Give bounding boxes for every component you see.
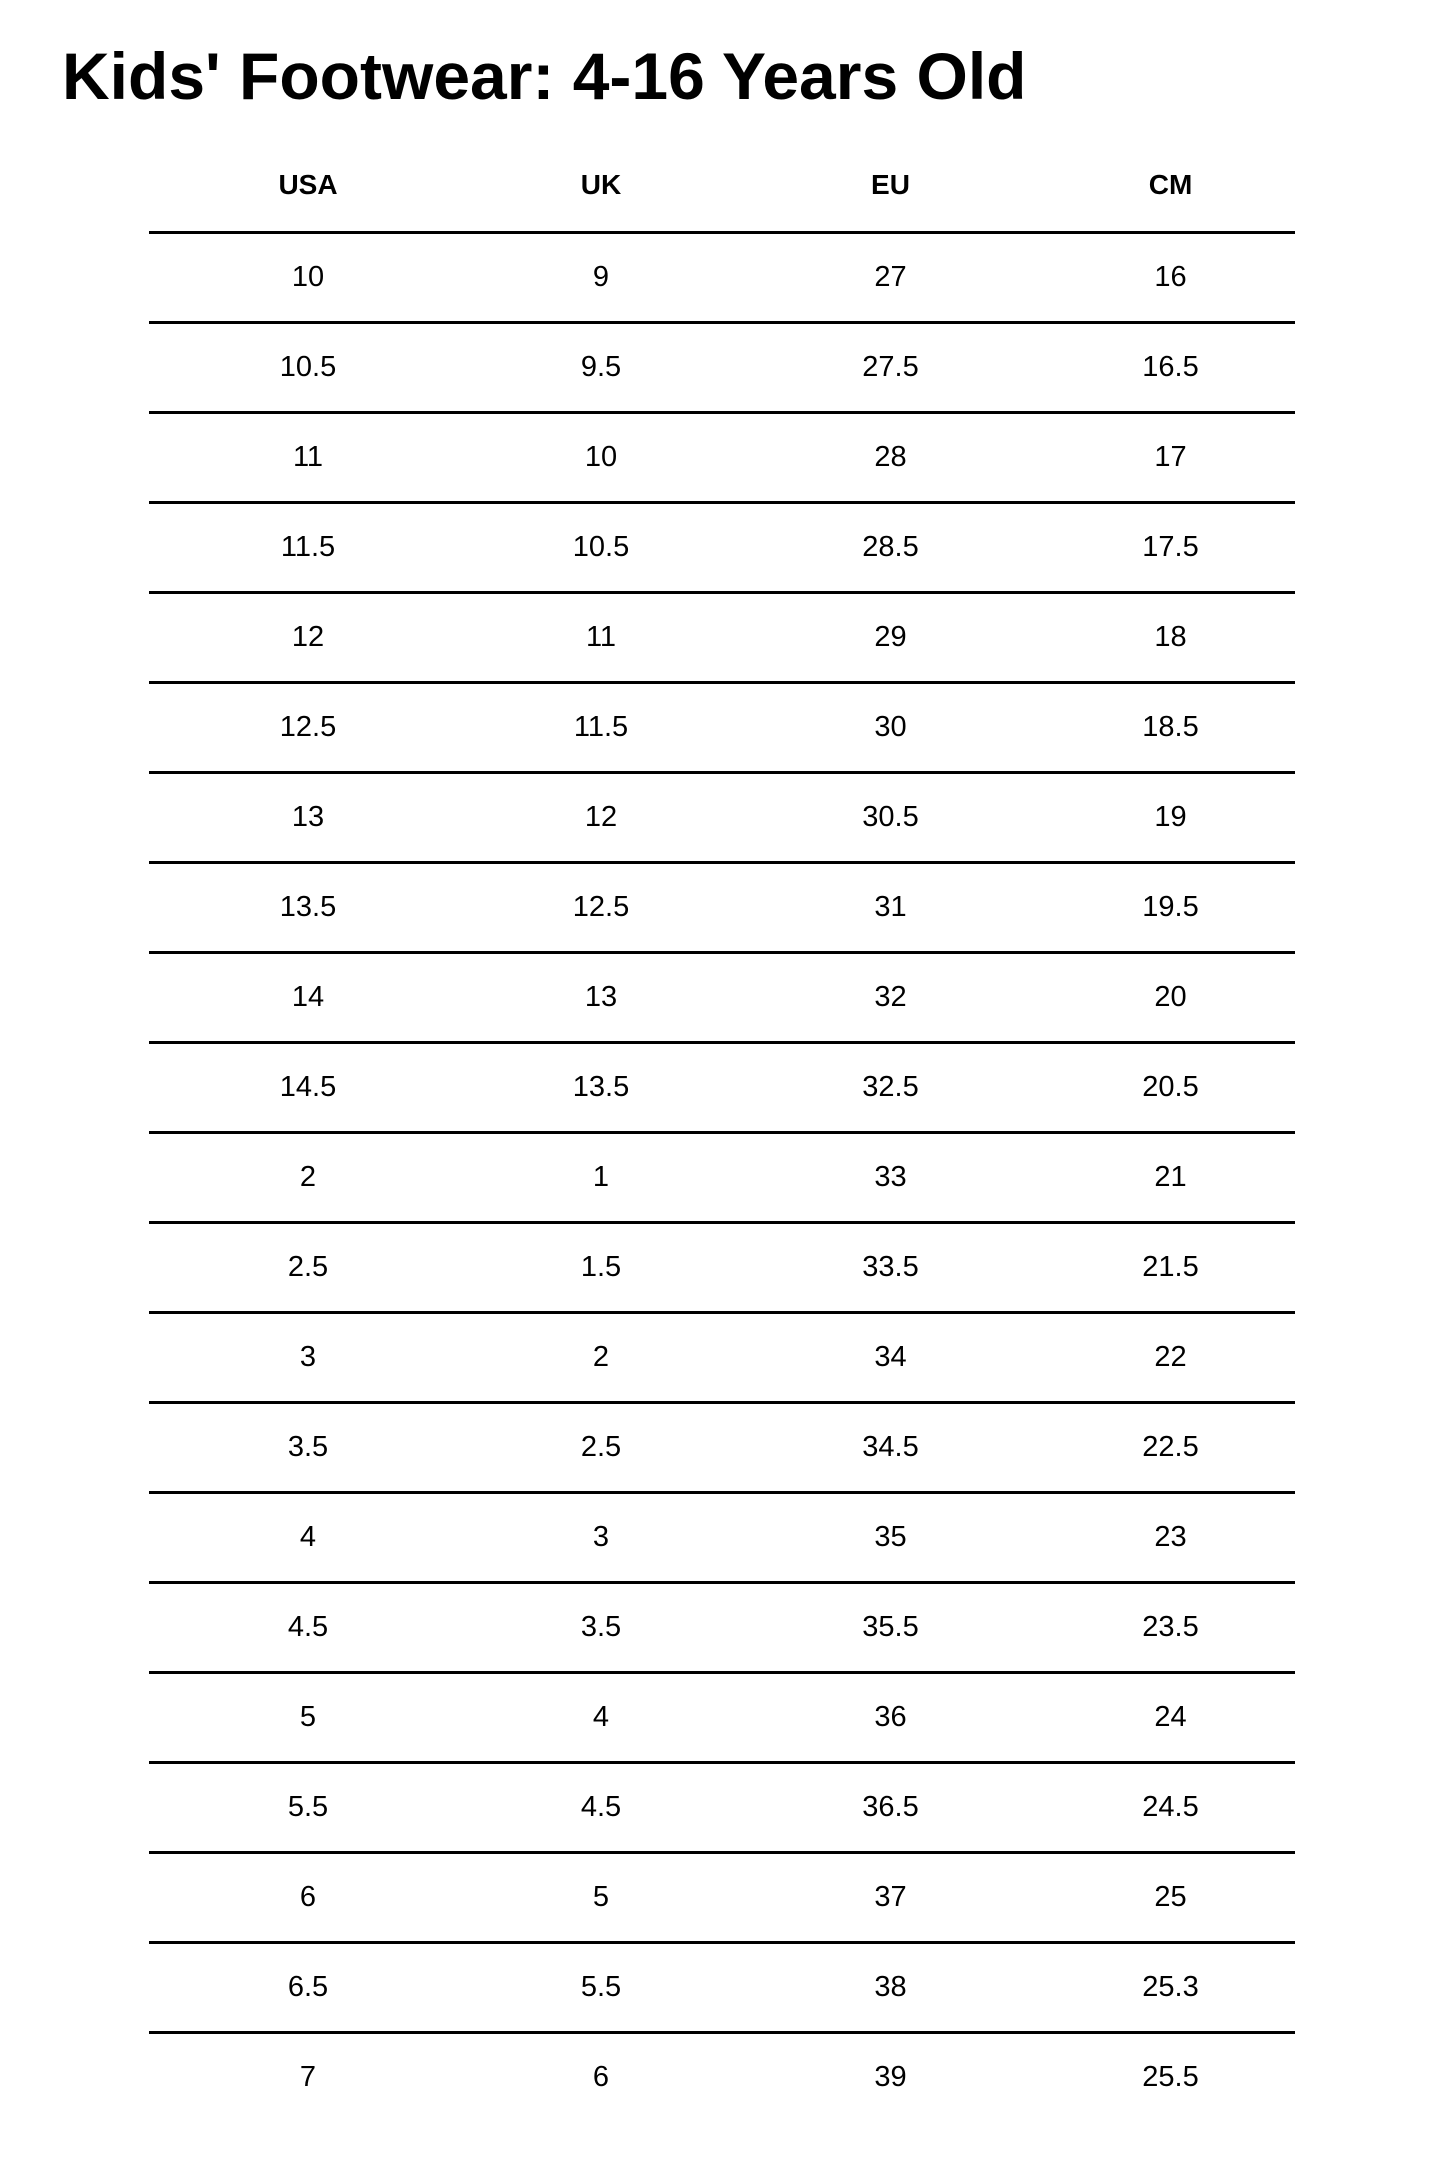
- cell-cm: 25.5: [1142, 2061, 1199, 2093]
- table-row: [149, 1583, 1295, 1673]
- cell-eu: 27.5: [735, 323, 1046, 413]
- cell-usa: 12: [149, 593, 467, 683]
- cell-uk: 13.5: [467, 1043, 735, 1133]
- table-row: [149, 1043, 1295, 1133]
- table-row: [149, 683, 1295, 773]
- cell-cm: 21.5: [1046, 1223, 1295, 1313]
- column-header-usa: USA: [149, 138, 467, 233]
- table-body: [149, 233, 1295, 2122]
- cell-cm: 20.5: [1046, 1043, 1295, 1133]
- table-row: [149, 1853, 1295, 1943]
- table-row: [149, 953, 1295, 1043]
- cell-uk: 11: [467, 593, 735, 683]
- cell-cm: 24.5: [1046, 1763, 1295, 1853]
- table-row: [149, 233, 1295, 323]
- cell-eu: 37: [735, 1853, 1046, 1943]
- cell-usa: 7: [299, 2061, 317, 2093]
- size-table: [149, 138, 1295, 2121]
- table-row: [149, 1403, 1295, 1493]
- cell-eu: 38: [735, 1943, 1046, 2033]
- cell-cm: 18.5: [1046, 683, 1295, 773]
- cell-cm: 24: [1046, 1673, 1295, 1763]
- cell-uk: 3.5: [467, 1583, 735, 1673]
- table-row: [149, 503, 1295, 593]
- cell-usa: 4: [149, 1493, 467, 1583]
- cell-uk: 1: [467, 1133, 735, 1223]
- cell-uk: 5.5: [467, 1943, 735, 2033]
- cell-cm: 21: [1046, 1133, 1295, 1223]
- cell-uk: 4: [467, 1673, 735, 1763]
- size-chart: [149, 138, 1295, 2121]
- cell-usa: 10: [149, 233, 467, 323]
- column-header-cm: CM: [1046, 138, 1295, 233]
- cell-eu: 27: [735, 233, 1046, 323]
- cell-uk: 11.5: [467, 683, 735, 773]
- cell-eu: 32.5: [735, 1043, 1046, 1133]
- cell-cm: 22.5: [1046, 1403, 1295, 1493]
- cell-usa: 3: [149, 1313, 467, 1403]
- cell-cm: 19: [1046, 773, 1295, 863]
- cell-cm: 20: [1046, 953, 1295, 1043]
- cell-eu: 30: [735, 683, 1046, 773]
- cell-uk: 5: [467, 1853, 735, 1943]
- cell-usa: 5.5: [149, 1763, 467, 1853]
- cell-uk: 3: [467, 1493, 735, 1583]
- cell-uk: 13: [467, 953, 735, 1043]
- cell-eu: 28.5: [735, 503, 1046, 593]
- table-row: [149, 2033, 1295, 2122]
- table-row: [149, 323, 1295, 413]
- cell-cm: 18: [1046, 593, 1295, 683]
- cell-eu: 36.5: [735, 1763, 1046, 1853]
- cell-eu: 36: [735, 1673, 1046, 1763]
- cell-cm: 17: [1046, 413, 1295, 503]
- table-row: [149, 1493, 1295, 1583]
- cell-uk: 2.5: [467, 1403, 735, 1493]
- table-row: [149, 413, 1295, 503]
- cell-uk: 9.5: [467, 323, 735, 413]
- table-row: [149, 593, 1295, 683]
- cell-usa: 12.5: [149, 683, 467, 773]
- cell-usa: 3.5: [149, 1403, 467, 1493]
- cell-uk: 1.5: [467, 1223, 735, 1313]
- cell-eu: 35: [735, 1493, 1046, 1583]
- cell-eu: 34.5: [735, 1403, 1046, 1493]
- cell-uk: 10.5: [467, 503, 735, 593]
- header-row: [149, 138, 1295, 233]
- cell-usa: 6: [149, 1853, 467, 1943]
- cell-eu: 30.5: [735, 773, 1046, 863]
- cell-eu: 31: [735, 863, 1046, 953]
- table-row: [149, 1133, 1295, 1223]
- cell-usa: 10.5: [149, 323, 467, 413]
- cell-cm: 23.5: [1046, 1583, 1295, 1673]
- cell-usa: 2.5: [149, 1223, 467, 1313]
- cell-usa: 4.5: [149, 1583, 467, 1673]
- cell-uk: 12.5: [467, 863, 735, 953]
- cell-eu: 28: [735, 413, 1046, 503]
- cell-eu: 34: [735, 1313, 1046, 1403]
- column-header-uk: UK: [467, 138, 735, 233]
- cell-eu: 39: [874, 2061, 907, 2093]
- cell-uk: 12: [467, 773, 735, 863]
- table-header: [149, 138, 1295, 233]
- cell-usa: 11.5: [149, 503, 467, 593]
- cell-usa: 5: [149, 1673, 467, 1763]
- cell-eu: 33: [735, 1133, 1046, 1223]
- table-row: [149, 863, 1295, 953]
- cell-usa: 13: [149, 773, 467, 863]
- cell-uk: 2: [467, 1313, 735, 1403]
- table-row: [149, 773, 1295, 863]
- table-row: [149, 1223, 1295, 1313]
- table-row: [149, 1673, 1295, 1763]
- cell-cm: 25: [1046, 1853, 1295, 1943]
- cell-usa: 11: [149, 413, 467, 503]
- table-row: [149, 1313, 1295, 1403]
- cell-usa: 2: [149, 1133, 467, 1223]
- cell-usa: 14: [149, 953, 467, 1043]
- cell-cm: 17.5: [1046, 503, 1295, 593]
- cell-eu: 32: [735, 953, 1046, 1043]
- column-header-eu: EU: [735, 138, 1046, 233]
- cell-uk: 9: [467, 233, 735, 323]
- table-row: [149, 1943, 1295, 2033]
- cell-usa: 6.5: [149, 1943, 467, 2033]
- table-row: [149, 1763, 1295, 1853]
- cell-usa: 13.5: [149, 863, 467, 953]
- cell-cm: 16.5: [1046, 323, 1295, 413]
- cell-uk: 4.5: [467, 1763, 735, 1853]
- cell-eu: 33.5: [735, 1223, 1046, 1313]
- cell-usa: 14.5: [149, 1043, 467, 1133]
- cell-cm: 19.5: [1046, 863, 1295, 953]
- cell-uk: 10: [467, 413, 735, 503]
- cell-eu: 29: [735, 593, 1046, 683]
- cell-cm: 23: [1046, 1493, 1295, 1583]
- cell-uk: 6: [592, 2061, 610, 2093]
- cell-eu: 35.5: [735, 1583, 1046, 1673]
- cell-cm: 16: [1046, 233, 1295, 323]
- cell-cm: 22: [1046, 1313, 1295, 1403]
- page-title: Kids' Footwear: 4-16 Years Old: [62, 39, 1027, 113]
- cell-cm: 25.3: [1046, 1943, 1295, 2033]
